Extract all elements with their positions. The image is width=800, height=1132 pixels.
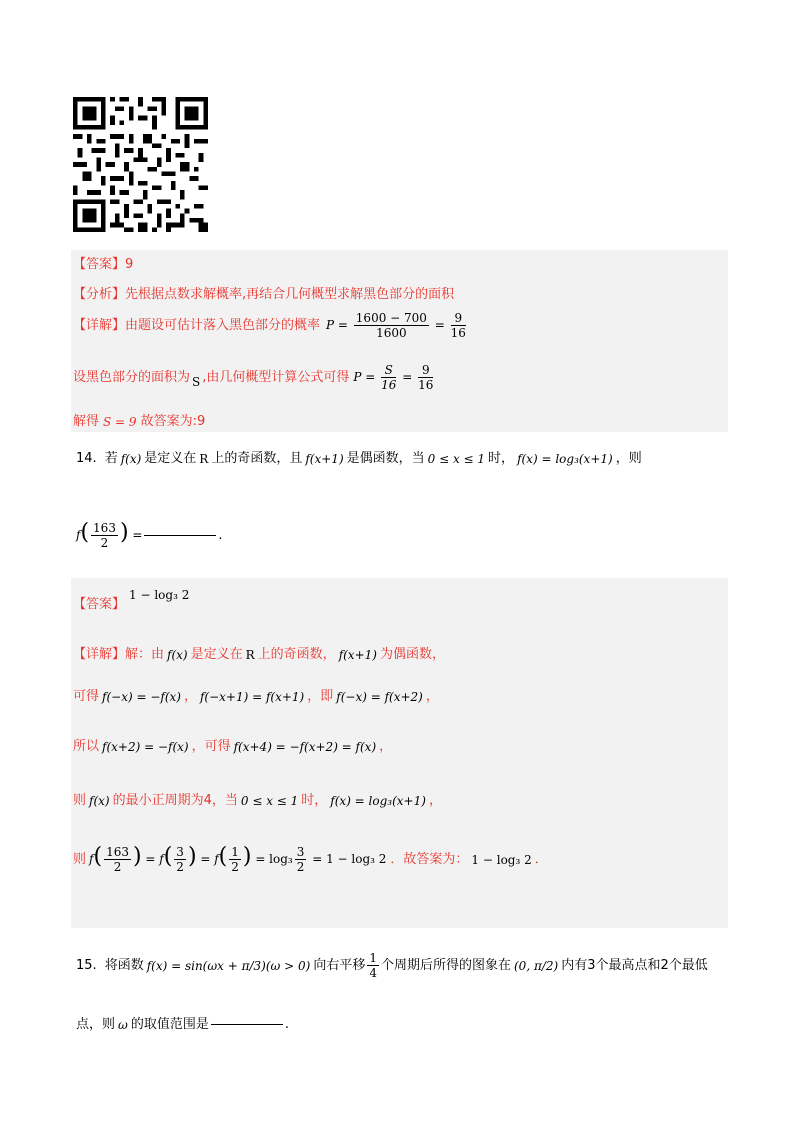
detail-label: 【详解】 xyxy=(73,318,126,333)
qr-code-image xyxy=(73,97,208,232)
answer-label: 【答案】 xyxy=(73,257,126,272)
q13-analysis-line xyxy=(73,288,454,301)
function-expression: f(x) = sin(ωx + π/3)(ω > 0) xyxy=(146,958,311,973)
q14-detail-line2: 可得 f(−x) = −f(x) ， f(−x+1) = f(x+1) ， 即 f(−x) = f(x+2) ， xyxy=(73,689,439,704)
q14-answer-box xyxy=(71,578,728,928)
answer-value: 1 − log₃ 2 xyxy=(129,587,190,602)
ask-expression: f( $\frac{163}{2}$ ) = xyxy=(76,520,143,550)
q14-detail-line5: 则 f( $\frac{163}{2}$ ) = f( $\frac{3}{2}$ ) = f( $\frac{1}{2}$ ) = log₃ $\frac{3}{2}$ = 1 − log₃ 2 ．故答案为： 1 − log₃ 2 ． xyxy=(73,844,548,874)
question-number: 15. xyxy=(76,958,97,973)
q13-result-line: 解得 S = 9 故答案为:9 xyxy=(73,414,206,429)
analysis-text: 先根据点数求解概率,再结合几何概型求解黑色部分的面积 xyxy=(125,287,455,302)
answer-blank xyxy=(144,535,216,536)
area-variable: S xyxy=(192,374,201,389)
question-number: 14. xyxy=(76,451,97,466)
q13-answer-box xyxy=(71,250,728,432)
probability-expression: P = $\frac{1600 - 700}{1600}$ = $\frac{9}{16}$ xyxy=(326,311,466,340)
q15-question-line1: 15. 将函数 f(x) = sin(ωx + π/3)(ω > 0) 向右平移 $\frac{1}{4}$ 个周期后所得的图象在 (0, π/2) 内有3个最高点和2个最低 xyxy=(76,951,708,980)
q14-question-line2: f( $\frac{163}{2}$ ) = . xyxy=(76,520,223,550)
evaluation-chain: f( $\frac{163}{2}$ ) = f( $\frac{3}{2}$ ) = f( $\frac{1}{2}$ ) = log₃ $\frac{3}{2}$ = 1 − log₃ 2 xyxy=(89,844,387,874)
q13-area-line: 设黑色部分的面积为 S ,由几何概型计算公式可得 P = $\frac{S}{16}$ = $\frac{9}{16}$ xyxy=(73,363,434,392)
detail-text: 由题设可估计落入黑色部分的概率 xyxy=(125,318,321,333)
q14-detail-line4: 则 f(x) 的最小正周期为4，当 0 ≤ x ≤ 1 时， f(x) = log₃(x+1) ， xyxy=(73,793,442,808)
q13-answer-line xyxy=(73,258,133,271)
quarter-fraction: $\frac{1}{4}$ xyxy=(369,951,377,980)
area-expression: P = $\frac{S}{16}$ = $\frac{9}{16}$ xyxy=(353,363,434,392)
q14-question-line1: 14. 若 f(x) 是定义在 R 上的奇函数，且 f(x+1) 是偶函数，当 0 ≤ x ≤ 1 时， f(x) = log₃(x+1) ，则 xyxy=(76,451,642,466)
q14-detail-line1: 【详解】 解：由 f(x) 是定义在 R 上的奇函数， f(x+1) 为偶函数， xyxy=(73,647,445,662)
result-expression: S = 9 xyxy=(103,414,137,429)
q13-detail-line xyxy=(73,312,468,339)
answer-label: 【答案】 xyxy=(73,597,126,612)
interval-expression: (0, π/2) xyxy=(514,958,559,973)
answer-blank xyxy=(211,1024,283,1025)
q15-question-line2: 点，则 ω 的取值范围是 . xyxy=(76,1017,289,1032)
q14-detail-line3: 所以 f(x+2) = −f(x) ，可得 f(x+4) = −f(x+2) = f(x) ， xyxy=(73,739,393,754)
analysis-label: 【分析】 xyxy=(73,287,126,302)
q14-answer-line xyxy=(73,587,190,612)
answer-value: 9 xyxy=(125,257,134,272)
